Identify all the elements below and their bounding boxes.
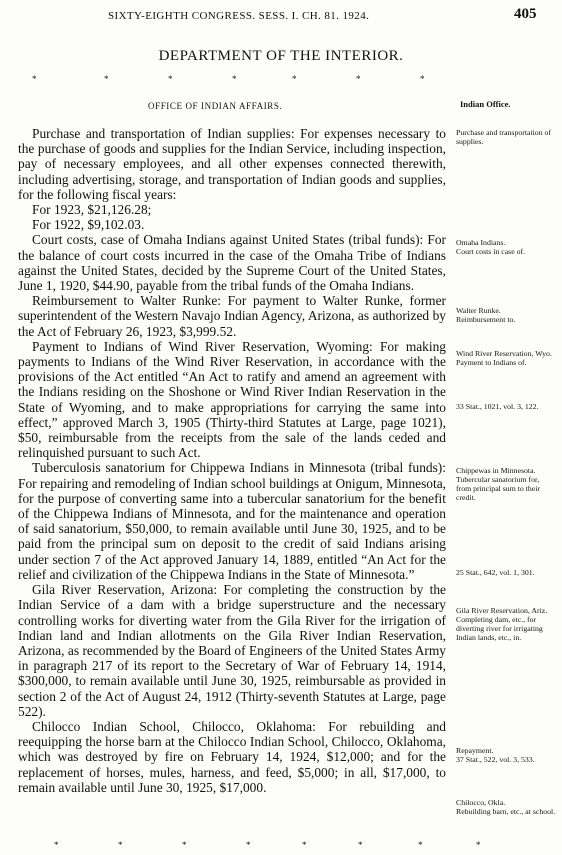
- paragraph-fy-1923: For 1923, $21,126.28;: [32, 202, 152, 218]
- paragraph-tuberculosis-sanatorium: Tuberculosis sanatorium for Chippewa Indians in Minnesota (tribal funds): For repairing and remodeling of Indian school buildings at Onigum, Minnesota, for the purpose of converting same into a tubercular sanatorium for the benefit of the Chippewa Indians of Minnesota, and for the maintenance and operation of said sanatorium, $50,000, to remain available until June 30, 1925, and to be paid from the principal sum on deposit to the credit of said Indians arising under section 7 of the Act approved January 14, 1889, entitled “An Act for the relief and civilization of the Chippewa Indians in the State of Minnesota.”: [18, 460, 446, 582]
- margin-note-chilocco: Chilocco, Okla. Rebuilding barn, etc., at school.: [456, 798, 556, 816]
- margin-note-25-stat: 25 Stat., 642, vol. 1, 301.: [456, 568, 535, 577]
- paragraph-walter-runke: Reimbursement to Walter Runke: For payment to Walter Runke, former superintendent of the Western Navajo Indian Agency, Arizona, as authorized by the Act of February 26, 1923, $3,999.52.: [18, 293, 446, 339]
- paragraph-court-costs: Court costs, case of Omaha Indians against United States (tribal funds): For the balance of court costs incurred in the case of the Omaha Tribe of Indians against the United States, decided by the Supreme Court of the United States, June 1, 1920, $44.90, payable from the tribal funds of the Omaha Indians.: [18, 232, 446, 294]
- margin-note-purchase: Purchase and transportation of supplies.: [456, 128, 552, 146]
- margin-note-omaha: Omaha Indians. Court costs in case of.: [456, 238, 526, 256]
- margin-note-chippewas: Chippewas in Minnesota. Tubercular sanatorium for, from principal sum to their credit.: [456, 466, 541, 502]
- office-heading: OFFICE OF INDIAN AFFAIRS.: [148, 101, 283, 111]
- margin-note-indian-office: Indian Office.: [460, 99, 511, 109]
- margin-note-repayment: Repayment. 37 Stat., 522, vol. 3, 533.: [456, 746, 535, 764]
- margin-note-walter-runke: Walter Runke. Reimbursement to.: [456, 306, 516, 324]
- paragraph-fy-1922: For 1922, $9,102.03.: [32, 217, 145, 233]
- body-text: [18, 126, 446, 795]
- margin-note-wind-river: Wind River Reservation, Wyo. Payment to Indians of.: [456, 349, 552, 367]
- margin-note-gila-river: Gila River Reservation, Ariz. Completing dam, etc., for diverting river for irrigating Indian lands, etc., in.: [456, 606, 548, 642]
- paragraph-gila-river: Gila River Reservation, Arizona: For completing the construction by the Indian Service of a dam with a bridge superstructure and the necessary controlling works for diverting water from the Gila River for the irrigation of Indian land and Indian allotments on the Gila River Indian Reservation, Arizona, as recommended by the Board of Engineers of the United States Army in paragraph 217 of its report to the Secretary of War of February 14, 1914, $300,000, to remain available until June 30, 1925, reimbursable as provided in section 2 of the Act of August 24, 1912 (Thirty-seventh Statutes at Large, page 522).: [18, 582, 446, 719]
- paragraph-wind-river: Payment to Indians of Wind River Reservation, Wyoming: For making payments to Indians of the Wind River Reservation, in accordance with the provisions of the Act entitled “An Act to ratify and amend an agreement with the Indians residing on the Shoshone or Wind River Indian Reservation in the State of Wyoming, and to make appropriations for carrying the same into effect,” approved March 3, 1905 (Thirty-third Statutes at Large, page 1021), $50, reimbursable from the receipts from the sale of the lands ceded and relinquished pursuant to such Act.: [18, 338, 446, 461]
- paragraph-chilocco: Chilocco Indian School, Chilocco, Oklahoma: For rebuilding and reequipping the horse barn at the Chilocco Indian School, Chilocco, Oklahoma, which was destroyed by fire on February 14, 1924, $12,000; and for the replacement of horses, mules, harness, and feed, $5,000; in all, $17,000, to remain available until June 30, 1925, $17,000.: [18, 718, 446, 795]
- page-number: 405: [514, 6, 537, 22]
- paragraph-purchase-supplies: Purchase and transportation of Indian supplies: For expenses necessary to the purchase of goods and supplies for the Indian Service, including inspection, pay of necessary employees, and all other expenses connected therewith, including advertising, storage, and transportation of Indian goods and supplies, for the following fiscal years:: [18, 126, 446, 202]
- department-heading: DEPARTMENT OF THE INTERIOR.: [158, 48, 404, 64]
- running-head: SIXTY-EIGHTH CONGRESS. SESS. I. CH. 81. 1924.: [108, 10, 370, 22]
- margin-note-33-stat: 33 Stat., 1021, vol. 3, 122.: [456, 402, 539, 411]
